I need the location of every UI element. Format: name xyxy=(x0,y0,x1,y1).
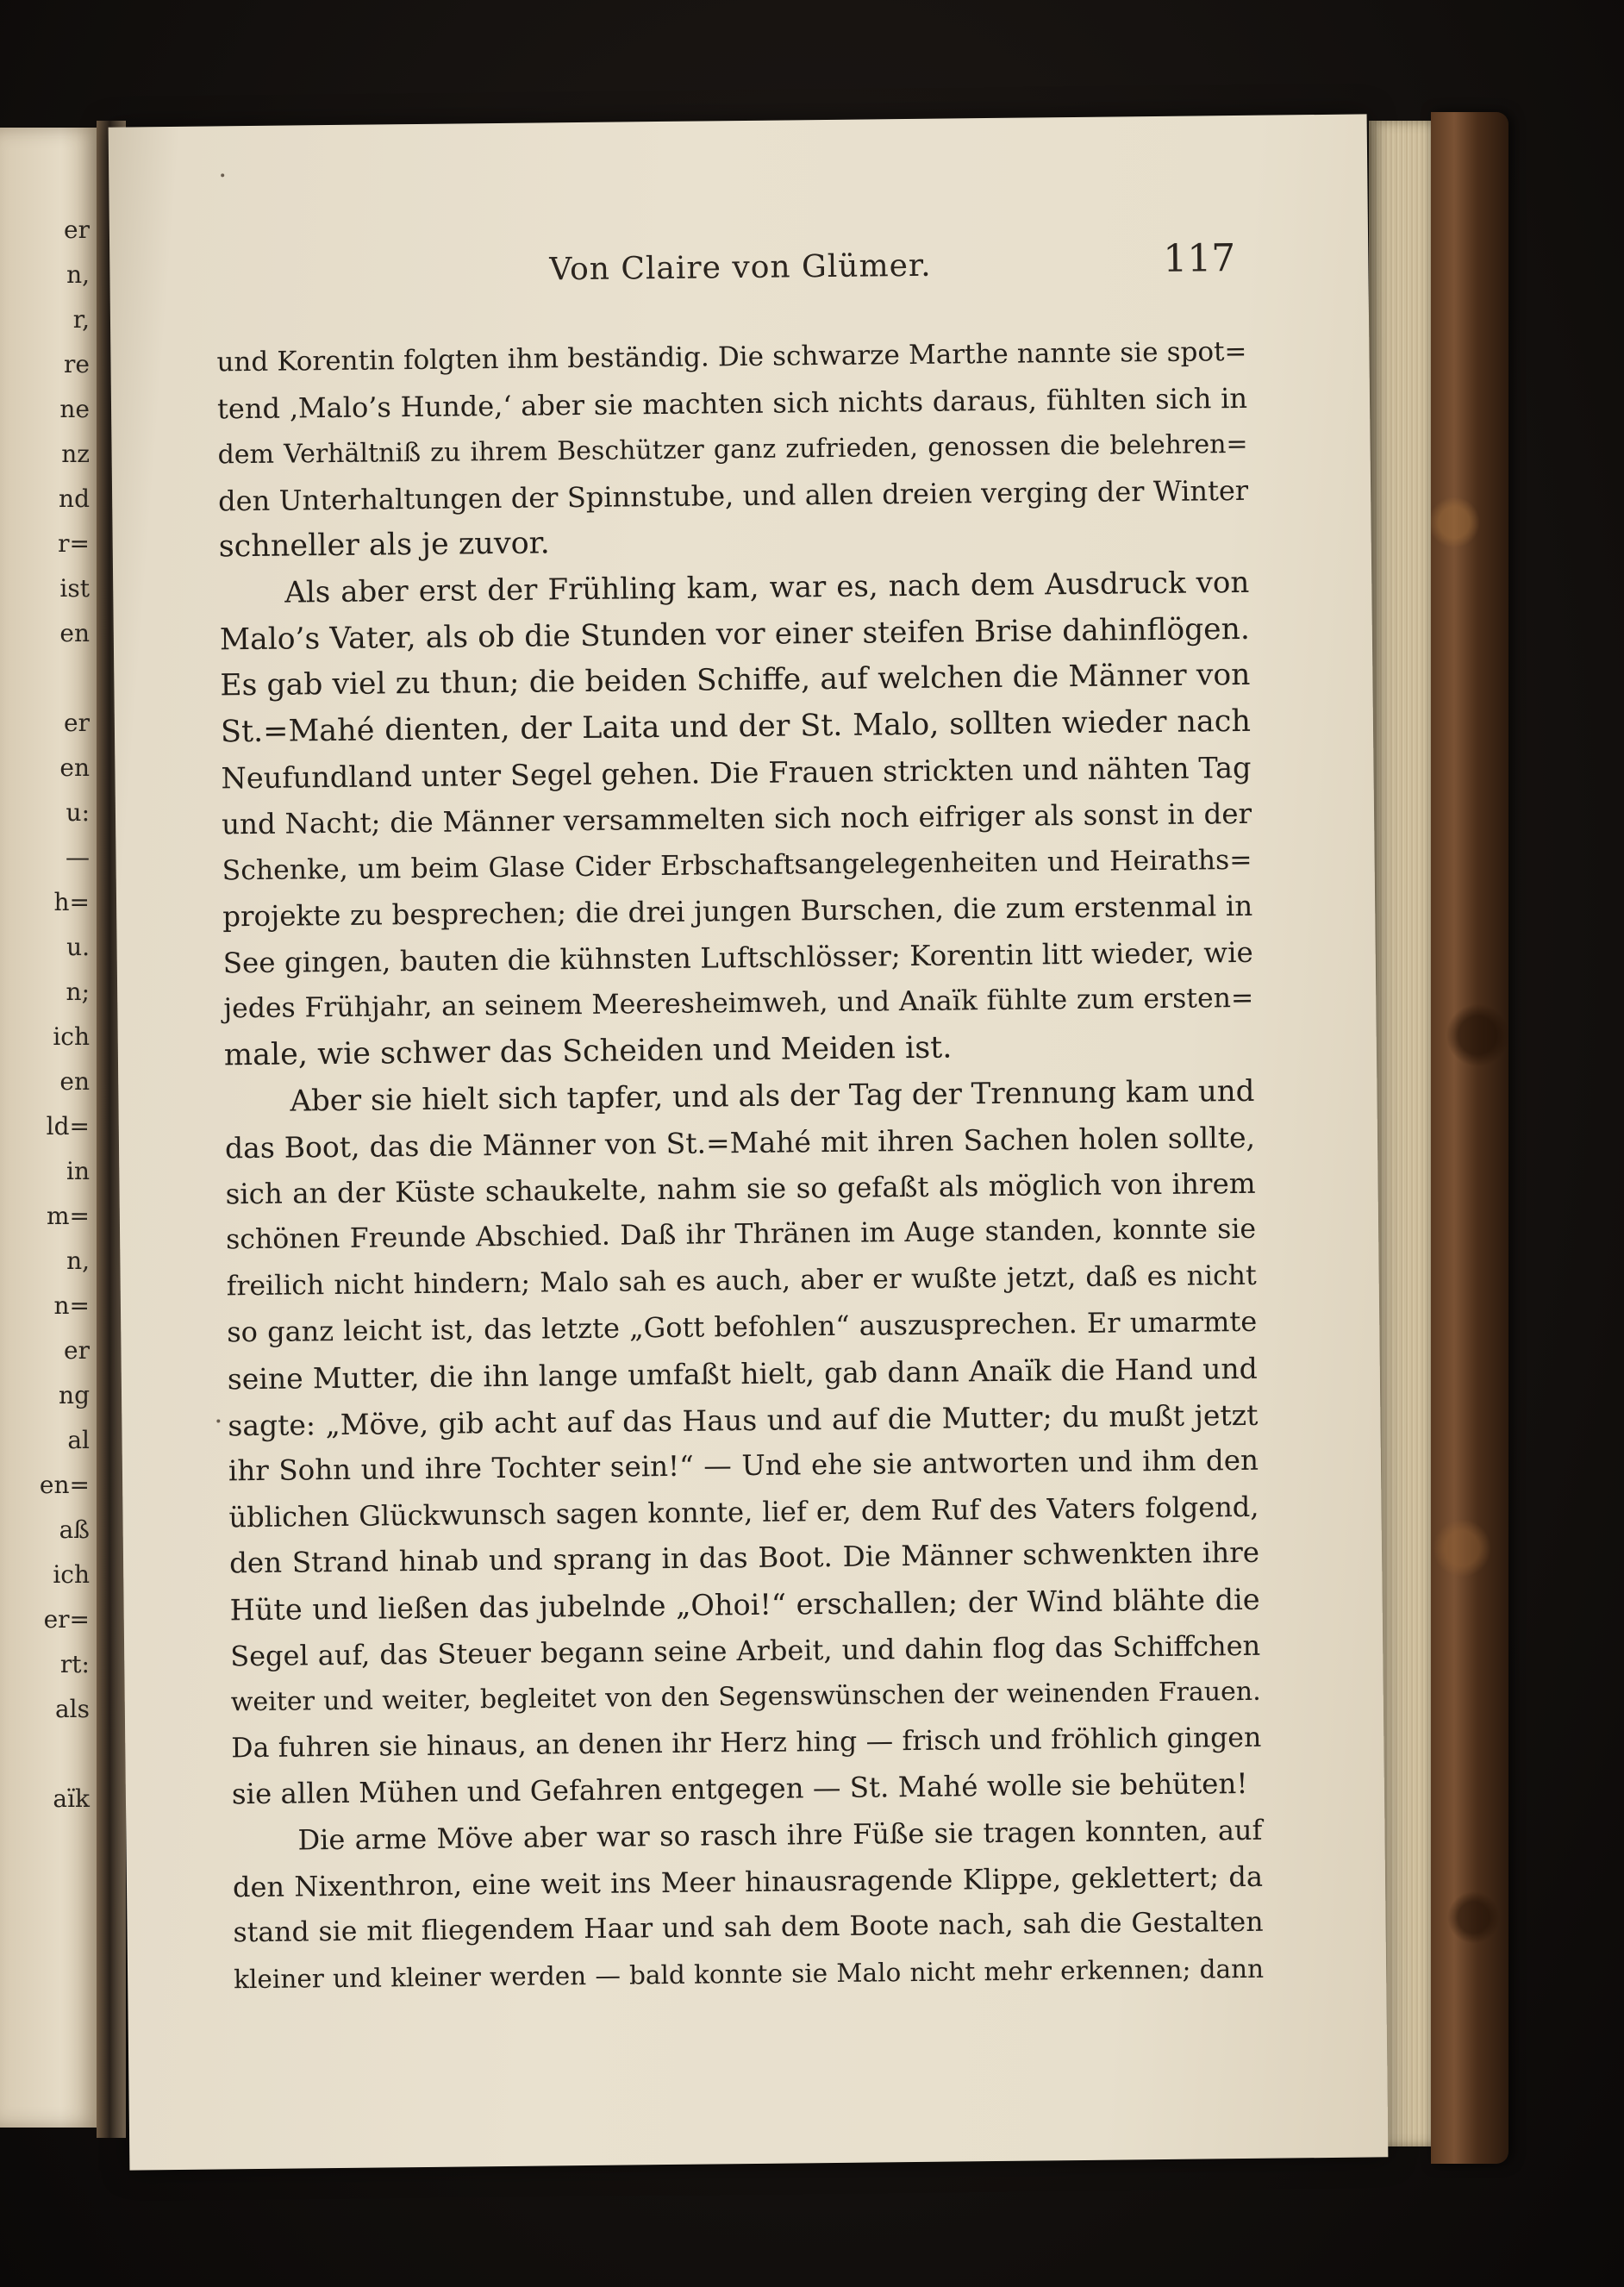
text-line: sie allen Mühen und Gefahren entgegen — St. Mahé wolle sie behüten! xyxy=(231,1767,1248,1811)
left-page-fragment: er xyxy=(64,216,90,244)
paper-speck xyxy=(216,1419,220,1422)
book-page xyxy=(109,114,1389,2170)
left-page-fragment: ich xyxy=(53,1022,90,1051)
cover-mottle-texture xyxy=(1431,112,1508,2164)
left-page-fragment: en= xyxy=(39,1471,90,1499)
left-page-fragment: ng xyxy=(59,1381,90,1409)
text-line: und Nacht; die Männer versammelten sich noch eifriger als sonst in der xyxy=(221,797,1252,841)
text-line: sagte: „Möve, gib acht auf das Haus und auf die Mutter; du mußt jetzt xyxy=(228,1397,1259,1442)
text-line: kleiner und kleiner werden — bald konnte sie Malo nicht mehr erkennen; dann xyxy=(233,1953,1265,1995)
text-line: Schenke, um beim Glase Cider Erbschaftsangelegenheiten und Heiraths= xyxy=(222,844,1252,886)
left-page-fragment: n; xyxy=(66,978,90,1006)
text-line: seine Mutter, die ihn lange umfaßt hielt, gab dann Anaïk die Hand und xyxy=(227,1351,1258,1397)
text-line: See gingen, bauten die kühnsten Luftschlösser; Korentin litt wieder, wie xyxy=(222,935,1253,980)
text-line: freilich nicht hindern; Malo sah es auch, aber er wußte jetzt, daß es nicht xyxy=(226,1259,1257,1303)
text-line: sich an der Küste schaukelte, nahm sie so gefaßt als möglich von ihrem xyxy=(225,1166,1256,1211)
text-line: male, wie schwer das Scheiden und Meiden ist. xyxy=(223,1030,953,1073)
text-line: jedes Frühjahr, an seinem Meeresheimweh, und Anaïk fühlte zum ersten= xyxy=(223,983,1254,1025)
text-line: dem Verhältniß zu ihrem Beschützer ganz zufrieden, genossen die belehren= xyxy=(217,429,1248,471)
left-page-fragment: aß xyxy=(59,1515,90,1544)
left-page-fragment: — xyxy=(66,843,90,872)
left-page-fragment: en xyxy=(59,753,90,782)
text-line: so ganz leicht ist, das letzte „Gott befohlen“ auszusprechen. Er umarmte xyxy=(227,1305,1258,1349)
left-page-fragment: als xyxy=(54,1695,90,1723)
left-page-fragment: rt: xyxy=(59,1650,90,1678)
left-page-fragment: r, xyxy=(72,305,90,334)
left-page-fragment: n, xyxy=(66,1247,90,1275)
left-page-fragment: h= xyxy=(53,888,90,916)
text-line: weiter und weiter, begleitet von den Segenswünschen der weinenden Frauen. xyxy=(230,1677,1261,1718)
left-page-fragment: en xyxy=(59,619,90,647)
paper-speck xyxy=(221,173,224,177)
text-line: schneller als je zuvor. xyxy=(218,526,550,565)
book-cover-edge xyxy=(1431,112,1508,2164)
paragraph xyxy=(232,1808,1264,2003)
left-page-fragment: al xyxy=(67,1426,90,1454)
left-page-fragment: er= xyxy=(43,1605,90,1634)
body-text xyxy=(216,329,1264,2003)
left-page-fragment: n= xyxy=(53,1291,90,1320)
paragraph xyxy=(216,329,1249,571)
left-page-fragment: ist xyxy=(59,574,90,603)
text-line: Als aber erst der Frühling kam, war es, nach dem Ausdruck von xyxy=(284,565,1250,610)
text-line: üblichen Glückwunsch sagen konnte, lief er, dem Ruf des Vaters folgend, xyxy=(228,1490,1259,1534)
left-page-fragment: ich xyxy=(53,1560,90,1589)
paragraph xyxy=(219,560,1254,1079)
text-line: den Nixenthron, eine weit ins Meer hinausragende Klippe, geklettert; da xyxy=(232,1859,1264,1903)
left-page-fragment: r= xyxy=(58,529,90,558)
running-head-title: Von Claire von Glümer. xyxy=(549,247,932,288)
text-line: Segel auf, das Steuer begann seine Arbeit, und dahin flog das Schiffchen xyxy=(230,1628,1261,1672)
left-page-fragment: re xyxy=(64,350,90,378)
text-line: Aber sie hielt sich tapfer, und als der Tag der Trennung kam und xyxy=(290,1073,1255,1119)
text-line: St.=Mahé dienten, der Laita und der St. Malo, sollten wieder nach xyxy=(220,703,1252,750)
left-page-fragment: en xyxy=(59,1067,90,1096)
left-page-fragment: in xyxy=(66,1157,90,1185)
left-facing-page xyxy=(0,128,102,2128)
page-number: 117 xyxy=(1163,236,1236,281)
text-line: ihr Sohn und ihre Tochter sein!“ — Und ehe sie antworten und ihm den xyxy=(228,1444,1259,1488)
left-page-fragment: n, xyxy=(66,260,90,289)
text-line: tend ‚Malo’s Hunde,‘ aber sie machten sich nichts daraus, fühlten sich in xyxy=(216,381,1248,425)
text-line: und Korentin folgten ihm beständig. Die schwarze Marthe nannte sie spot= xyxy=(216,335,1247,378)
text-line: den Strand hinab und sprang in das Boot. Die Männer schwenkten ihre xyxy=(228,1536,1260,1580)
running-head xyxy=(109,236,1368,288)
text-line: Es gab viel zu thun; die beiden Schiffe, auf welchen die Männer von xyxy=(220,658,1251,703)
left-page-fragment: er xyxy=(64,1336,90,1365)
paragraph xyxy=(224,1068,1262,1818)
left-page-fragment: ne xyxy=(59,395,90,423)
text-line: projekte zu besprechen; die drei jungen Burschen, die zum erstenmal in xyxy=(222,889,1253,934)
text-line: schönen Freunde Abschied. Daß ihr Thränen im Auge standen, konnte sie xyxy=(225,1214,1257,1256)
text-line: das Boot, das die Männer von St.=Mahé mit ihren Sachen holen sollte, xyxy=(224,1120,1256,1165)
text-line: Neufundland unter Segel gehen. Die Frauen strickten und nähten Tag xyxy=(221,751,1252,796)
left-page-fragment: nd xyxy=(59,484,90,513)
text-line: Hüte und ließen das jubelnde „Ohoi!“ erschallen; der Wind blähte die xyxy=(229,1582,1260,1628)
left-page-fragment: nz xyxy=(61,440,90,468)
text-line: den Unterhaltungen der Spinnstube, und allen dreien verging der Winter xyxy=(217,473,1249,518)
text-line: stand sie mit fliegendem Haar und sah dem Boote nach, sah die Gestalten xyxy=(233,1906,1264,1949)
left-page-fragment: aïk xyxy=(53,1784,90,1813)
left-page-fragment: u: xyxy=(66,798,90,827)
left-page-fragment: m= xyxy=(46,1202,90,1230)
left-page-fragment: u. xyxy=(66,933,90,961)
left-page-fragment: ld= xyxy=(46,1112,90,1140)
text-line: Malo’s Vater, als ob die Stunden vor einer steifen Brise dahinflögen. xyxy=(219,611,1251,657)
text-line: Da fuhren sie hinaus, an denen ihr Herz hing — frisch und fröhlich gingen xyxy=(231,1721,1262,1765)
left-page-fragment: er xyxy=(64,709,90,737)
text-line: Die arme Möve aber war so rasch ihre Füße sie tragen konnten, auf xyxy=(297,1813,1263,1857)
